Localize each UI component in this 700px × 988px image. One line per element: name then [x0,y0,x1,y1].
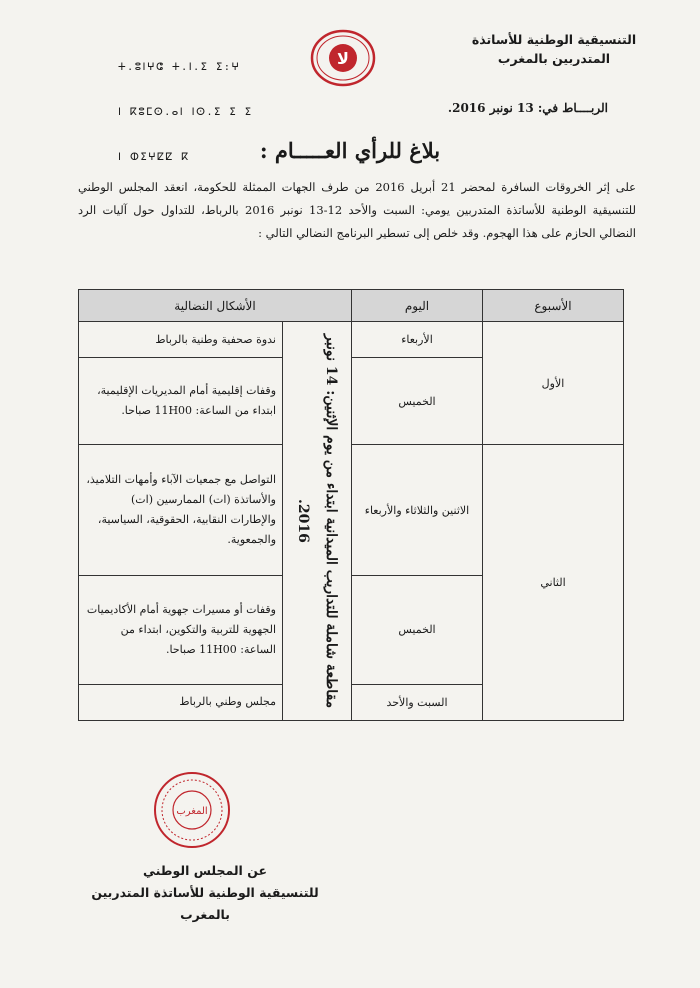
week-first: الأول [483,322,624,445]
stamp-text: المغرب [176,806,208,817]
day-cell: الأربعاء [352,322,483,358]
header-forms: الأشكال النضالية [79,290,352,322]
program-table [78,289,624,721]
form-cell: ندوة صحفية وطنية بالرباط [79,322,283,358]
document-date: الربــــاط في: 13 نونبر 2016. [447,101,608,115]
signature-line1: عن المجلس الوطني [143,863,267,878]
boycott-text: مقاطعة شاملة للتداريب الميدانية ابتداء من يوم الإثنين: 14 نونبر 2016. [295,334,339,709]
tifinagh-line: ⵏ ⴽⵓⵎⵙ.ⴰⵏ ⵏⵙ.ⵉ ⵉ ⵉ [118,107,253,118]
intro-paragraph: على إثر الخروقات السافرة لمحضر 21 أبريل 2016 من طرف الجهات الممثلة للحكومة، انعقد المجلس الوطني للتنسيقية الوطنية للأساتذة المتدربين يومي: السبت والأحد 12-13 نونبر 2016 بالرباط، للتداول حول آليات الرد النضالي الحازم على هذا الهجوم. وقد خلص إلى تسطير البرنامج النضالي التالي : [78,180,636,240]
org-name-line1: التنسيقية الوطنية للأساتذة [471,32,637,47]
signature-block [80,860,330,926]
form-cell: التواصل مع جمعيات الآباء وأمهات التلاميذ، والأساتذة (ات) الممارسين (ات) والإطارات النقابية، الحقوقية، السياسية، والجمعوية. [79,445,283,576]
form-cell: مجلس وطني بالرباط [79,684,283,720]
official-stamp-icon [152,770,232,850]
page-title: بلاغ للرأي العـــــام : [259,138,441,163]
form-cell: وقفات أو مسيرات جهوية أمام الأكاديميات الجهوية للتربية والتكوين، ابتداء من الساعة: 11H00 صباحا. [79,575,283,684]
org-name-line2: المتدربين بالمغرب [497,51,611,66]
day-cell: السبت والأحد [352,684,483,720]
header-day: اليوم [352,290,483,322]
day-cell: الخميس [352,358,483,445]
day-cell: الاثنين والثلاثاء والأربعاء [352,445,483,576]
tifinagh-line: ⵜ.ⵓⵏⵖⵛ ⵜ.ⵏ.ⵉ ⵉ:ⵖ [118,62,241,73]
header-week: الأسبوع [483,290,624,322]
day-cell: الخميس [352,575,483,684]
table-row [79,322,624,358]
form-cell: وقفات إقليمية أمام المديريات الإقليمية، ابتداء من الساعة: 11H00 صباحا. [79,358,283,445]
table-row [79,445,624,576]
logo-text: لا [337,49,349,68]
week-second: الثاني [483,445,624,721]
table-header-row [79,290,624,322]
boycott-cell [283,322,352,721]
logo-seal-icon [310,28,376,88]
signature-line2: للتنسيقية الوطنية للأساتذة المتدربين بالمغرب [91,885,319,922]
tifinagh-line: ⵏ ⵀⵉⵖⵇⵇ ⴽ [118,152,190,163]
organization-name [454,30,654,68]
